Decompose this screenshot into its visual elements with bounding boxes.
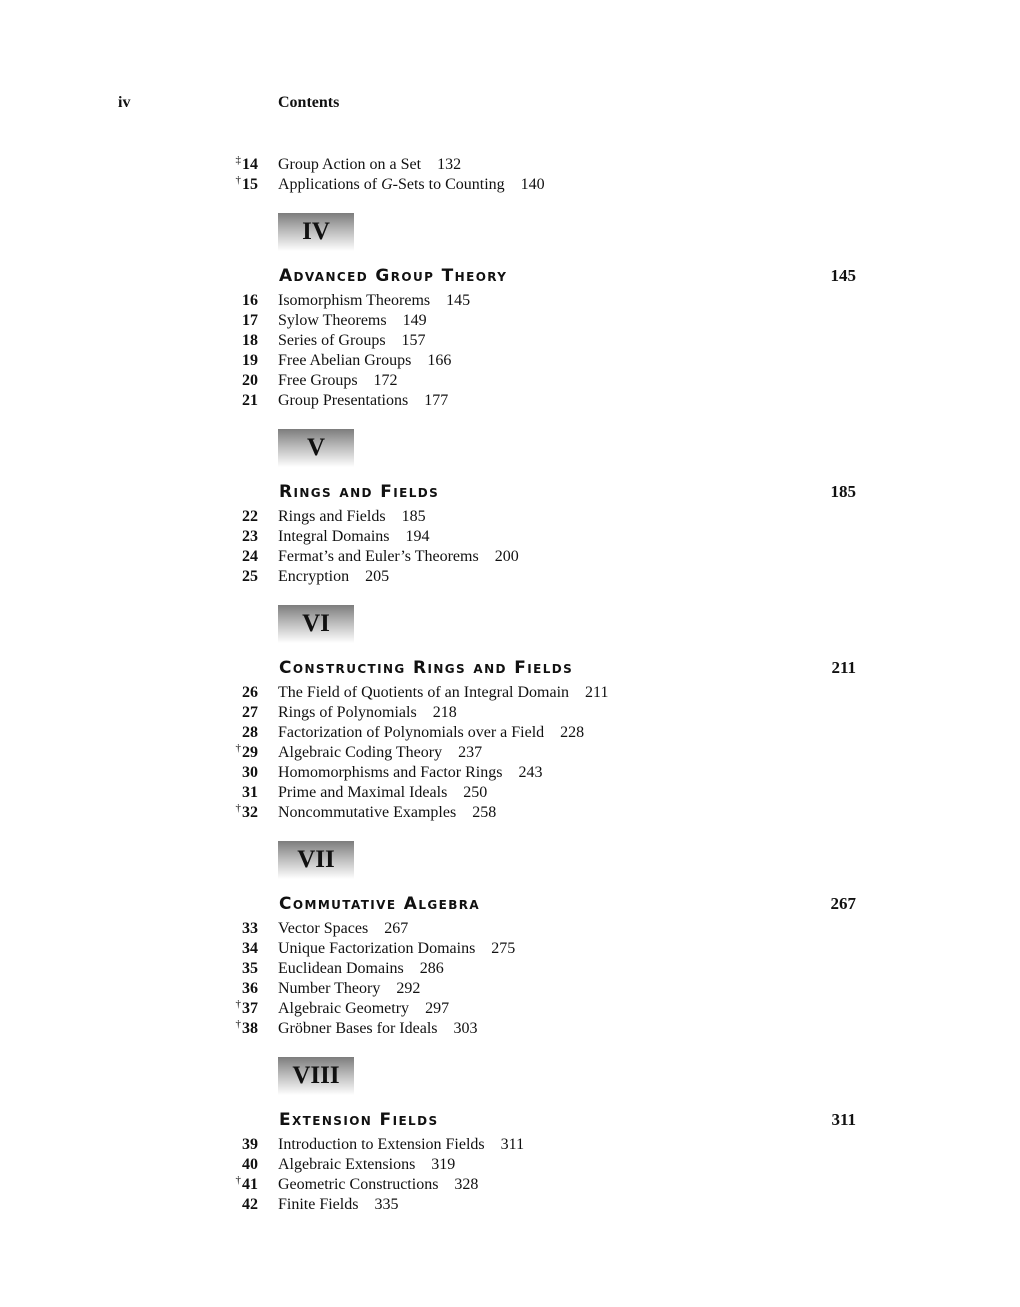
part-page: 267 — [830, 894, 856, 913]
chapter-page: 228 — [560, 724, 585, 741]
chapter-title: Rings of Polynomials 218 — [278, 704, 457, 721]
toc-entry[interactable] — [0, 1175, 1020, 1195]
chapter-title: Prime and Maximal Ideals 250 — [278, 784, 488, 801]
chapter-title: Finite Fields 335 — [278, 1196, 399, 1213]
chapter-page: 200 — [494, 548, 519, 565]
chapter-page: 328 — [454, 1176, 479, 1193]
page-number: iv — [118, 94, 131, 111]
chapter-title: Unique Factorization Domains 275 — [278, 940, 516, 957]
chapter-page: 177 — [424, 392, 449, 409]
toc-entry[interactable] — [0, 331, 1020, 351]
chapter-title: Sylow Theorems 149 — [278, 312, 427, 329]
chapter-number: 24 — [242, 548, 258, 565]
chapter-page: 185 — [401, 508, 426, 525]
chapter-title: Algebraic Geometry 297 — [278, 1000, 450, 1017]
page-header — [0, 94, 1020, 116]
chapter-number: 19 — [242, 352, 258, 369]
chapter-number: ‡14 — [235, 154, 258, 173]
part-heading[interactable] — [0, 481, 1020, 507]
toc-entry[interactable] — [0, 351, 1020, 371]
toc-entry[interactable] — [0, 803, 1020, 823]
chapter-page: 218 — [432, 704, 457, 721]
chapter-title: Series of Groups 157 — [278, 332, 426, 349]
chapter-title: Geometric Constructions 328 — [278, 1176, 479, 1193]
running-title: Contents — [278, 94, 340, 111]
part-heading[interactable] — [0, 1109, 1020, 1135]
chapter-number: †41 — [235, 1174, 258, 1193]
chapter-number: 28 — [242, 724, 258, 741]
chapter-title: Algebraic Extensions 319 — [278, 1156, 456, 1173]
chapter-title: Free Abelian Groups 166 — [278, 352, 452, 369]
toc-entry[interactable] — [0, 939, 1020, 959]
chapter-page: 311 — [500, 1136, 525, 1153]
toc-entry[interactable] — [0, 507, 1020, 527]
chapter-title: Integral Domains 194 — [278, 528, 430, 545]
part-numeral: VI — [278, 605, 354, 643]
chapter-title: Rings and Fields 185 — [278, 508, 426, 525]
chapter-page: 250 — [463, 784, 488, 801]
part-numeral-box — [0, 1057, 1020, 1109]
chapter-title: Isomorphism Theorems 145 — [278, 292, 471, 309]
part-title: Extension Fields — [279, 1110, 439, 1130]
chapter-title: Group Presentations 177 — [278, 392, 449, 409]
chapter-title: Number Theory 292 — [278, 980, 421, 997]
chapter-number: 17 — [242, 312, 258, 329]
chapter-number: †29 — [235, 742, 258, 761]
chapter-number: 30 — [242, 764, 258, 781]
chapter-number: 35 — [242, 960, 258, 977]
chapter-number: 33 — [242, 920, 258, 937]
toc-entry[interactable] — [0, 723, 1020, 743]
toc-entry[interactable] — [0, 743, 1020, 763]
chapter-page: 140 — [520, 176, 545, 193]
chapter-title: Euclidean Domains 286 — [278, 960, 444, 977]
chapter-page: 286 — [419, 960, 444, 977]
chapter-title: Factorization of Polynomials over a Field 228 — [278, 724, 585, 741]
part-numeral: VII — [278, 841, 354, 879]
toc-entry[interactable] — [0, 311, 1020, 331]
toc-entry[interactable] — [0, 371, 1020, 391]
toc-entry[interactable] — [0, 391, 1020, 411]
toc-entry[interactable] — [0, 999, 1020, 1019]
toc-entry[interactable] — [0, 527, 1020, 547]
chapter-title: Free Groups 172 — [278, 372, 398, 389]
toc-entry[interactable] — [0, 763, 1020, 783]
toc-entry[interactable] — [0, 783, 1020, 803]
part-title: Rings and Fields — [279, 482, 440, 502]
chapter-page: 267 — [384, 920, 409, 937]
chapter-number: 40 — [242, 1156, 258, 1173]
chapter-title: Applications of G-Sets to Counting 140 — [278, 176, 545, 193]
chapter-title: Group Action on a Set 132 — [278, 156, 462, 173]
chapter-page: 157 — [401, 332, 426, 349]
chapter-number: 36 — [242, 980, 258, 997]
toc-entry[interactable] — [0, 547, 1020, 567]
chapter-title: Noncommutative Examples 258 — [278, 804, 497, 821]
part-page: 211 — [831, 658, 856, 677]
chapter-number: 22 — [242, 508, 258, 525]
part-title: Constructing Rings and Fields — [279, 658, 574, 678]
chapter-page: 166 — [427, 352, 452, 369]
chapter-page: 149 — [402, 312, 427, 329]
toc-entry[interactable] — [0, 567, 1020, 587]
chapter-page: 194 — [405, 528, 430, 545]
chapter-number: 26 — [242, 684, 258, 701]
chapter-page: 297 — [425, 1000, 450, 1017]
chapter-title: Introduction to Extension Fields 311 — [278, 1136, 525, 1153]
part-numeral-box — [0, 841, 1020, 893]
chapter-number: 31 — [242, 784, 258, 801]
part-page: 185 — [830, 482, 856, 501]
part-title: Commutative Algebra — [279, 894, 481, 914]
chapter-number: †15 — [235, 174, 258, 193]
toc-entry[interactable] — [0, 979, 1020, 999]
chapter-mark: ‡ — [235, 154, 241, 166]
chapter-number: 23 — [242, 528, 258, 545]
chapter-page: 292 — [396, 980, 421, 997]
toc-entry[interactable] — [0, 155, 1020, 175]
chapter-title: Algebraic Coding Theory 237 — [278, 744, 483, 761]
chapter-number: 18 — [242, 332, 258, 349]
chapter-title: Encryption 205 — [278, 568, 390, 585]
chapter-page: 205 — [365, 568, 390, 585]
part-heading[interactable] — [0, 657, 1020, 683]
chapter-number: 27 — [242, 704, 258, 721]
chapter-page: 303 — [453, 1020, 478, 1037]
chapter-page: 145 — [446, 292, 471, 309]
toc-entry[interactable] — [0, 703, 1020, 723]
part-numeral-box — [0, 605, 1020, 657]
part-numeral: IV — [278, 213, 354, 251]
toc-entry[interactable] — [0, 919, 1020, 939]
chapter-page: 211 — [585, 684, 609, 701]
part-title: Advanced Group Theory — [279, 266, 508, 286]
chapter-number: †38 — [235, 1018, 258, 1037]
chapter-title: Gröbner Bases for Ideals 303 — [278, 1020, 478, 1037]
part-heading[interactable] — [0, 265, 1020, 291]
chapter-page: 172 — [373, 372, 398, 389]
chapter-page: 258 — [472, 804, 497, 821]
chapter-number: 39 — [242, 1136, 258, 1153]
chapter-number: 25 — [242, 568, 258, 585]
chapter-page: 275 — [491, 940, 516, 957]
chapter-title: Vector Spaces 267 — [278, 920, 409, 937]
chapter-title: Homomorphisms and Factor Rings 243 — [278, 764, 543, 781]
chapter-title: The Field of Quotients of an Integral Domain 211 — [278, 684, 609, 701]
chapter-number: †32 — [235, 802, 258, 821]
chapter-page: 237 — [458, 744, 483, 761]
part-page: 311 — [831, 1110, 856, 1129]
chapter-number: 34 — [242, 940, 258, 957]
toc-entry[interactable] — [0, 683, 1020, 703]
chapter-number: †37 — [235, 998, 258, 1017]
part-numeral-box — [0, 429, 1020, 481]
chapter-page: 132 — [437, 156, 462, 173]
part-numeral: VIII — [278, 1057, 354, 1095]
toc-entry[interactable] — [0, 175, 1020, 195]
part-page: 145 — [830, 266, 856, 285]
chapter-number: 20 — [242, 372, 258, 389]
toc-entry[interactable] — [0, 291, 1020, 311]
chapter-title: Fermat’s and Euler’s Theorems 200 — [278, 548, 519, 565]
chapter-mark: † — [235, 174, 241, 186]
part-numeral: V — [278, 429, 354, 467]
part-heading[interactable] — [0, 893, 1020, 919]
chapter-page: 319 — [431, 1156, 456, 1173]
toc-entry[interactable] — [0, 1195, 1020, 1215]
chapter-page: 335 — [374, 1196, 399, 1213]
toc-entry[interactable] — [0, 1019, 1020, 1039]
chapter-number: 21 — [242, 392, 258, 409]
part-numeral-box — [0, 213, 1020, 265]
chapter-number: 16 — [242, 292, 258, 309]
toc-entry[interactable] — [0, 1155, 1020, 1175]
toc-entry[interactable] — [0, 959, 1020, 979]
toc-entry[interactable] — [0, 1135, 1020, 1155]
table-of-contents — [0, 155, 1020, 1215]
chapter-number: 42 — [242, 1196, 258, 1213]
chapter-page: 243 — [518, 764, 543, 781]
